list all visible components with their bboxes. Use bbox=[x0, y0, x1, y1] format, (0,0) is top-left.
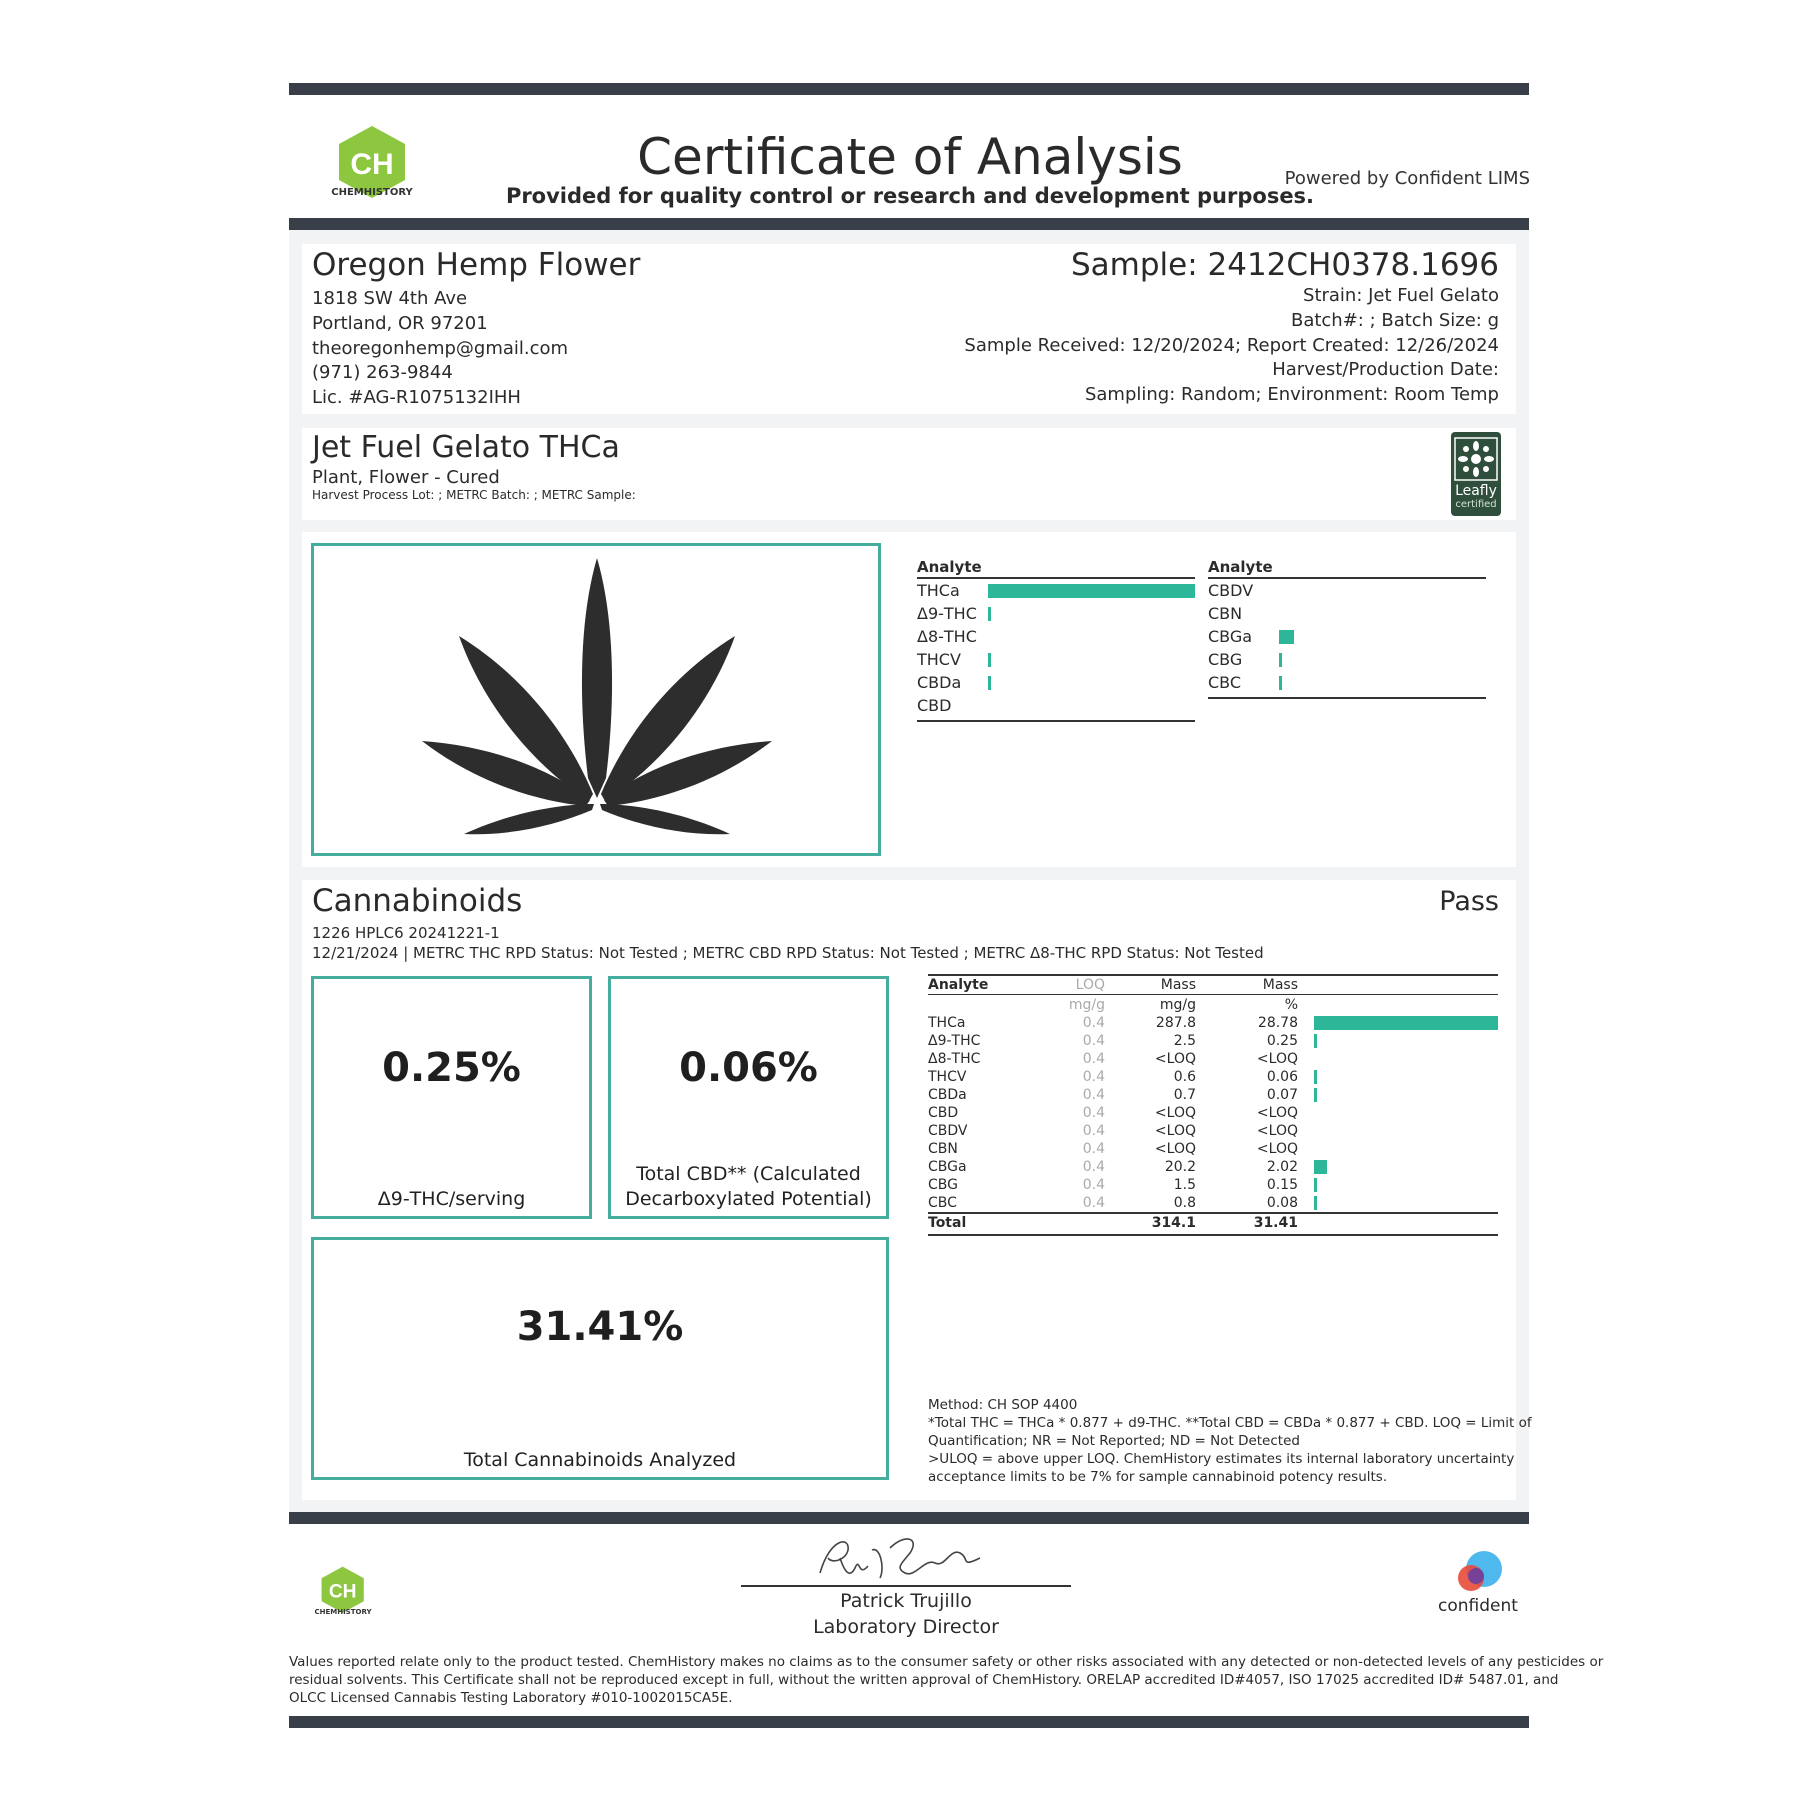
summary-analyte-label: CBG bbox=[1208, 650, 1243, 669]
table-row-analyte: CBDa bbox=[928, 1087, 967, 1103]
table-row-mass-mgg: 0.8 bbox=[1173, 1195, 1196, 1211]
product-name: Jet Fuel Gelato THCa bbox=[312, 430, 620, 465]
total-cbd-label-line2: Decarboxylated Potential) bbox=[625, 1188, 872, 1210]
client-address1: 1818 SW 4th Ave bbox=[312, 288, 468, 309]
table-row-mass-mgg: 20.2 bbox=[1164, 1159, 1196, 1175]
confident-logo-text: confident bbox=[1438, 1596, 1518, 1616]
summary-analyte-label: CBD bbox=[917, 696, 952, 715]
notes-line3: >ULOQ = above upper LOQ. ChemHistory estimates its internal laboratory uncertainty bbox=[928, 1451, 1515, 1467]
total-cannabinoids-box bbox=[311, 1237, 889, 1480]
signer-name: Patrick Trujillo bbox=[840, 1590, 972, 1612]
table-row-bar bbox=[1314, 1196, 1317, 1210]
table-row-loq: 0.4 bbox=[1082, 1141, 1105, 1157]
client-phone: (971) 263-9844 bbox=[312, 362, 453, 383]
signature-line bbox=[741, 1585, 1071, 1587]
sample-dates: Sample Received: 12/20/2024; Report Created: 12/26/2024 bbox=[964, 335, 1499, 356]
table-row-bar bbox=[1314, 1160, 1327, 1174]
summary-analyte-label: Δ9-THC bbox=[917, 604, 977, 623]
summary-header-analyte: Analyte bbox=[1208, 558, 1273, 576]
table-row-loq: 0.4 bbox=[1082, 1159, 1105, 1175]
chemhistory-footer-logo-text: CHEMHISTORY bbox=[314, 1608, 372, 1616]
table-row-analyte: CBN bbox=[928, 1141, 958, 1157]
summary-bar bbox=[988, 653, 991, 667]
summary-footer-rule bbox=[917, 720, 1195, 722]
total-cbd-label-line1: Total CBD** (Calculated bbox=[636, 1163, 861, 1185]
summary-analyte-label: THCV bbox=[917, 650, 961, 669]
table-total-mgg: 314.1 bbox=[1151, 1215, 1196, 1231]
table-row-mass-pct: <LOQ bbox=[1256, 1105, 1298, 1121]
bottom-band bbox=[289, 1716, 1529, 1728]
summary-bar bbox=[988, 607, 991, 621]
thc-serving-box bbox=[311, 976, 592, 1219]
table-row-loq: 0.4 bbox=[1082, 1069, 1105, 1085]
total-cbd-box bbox=[608, 976, 889, 1219]
rpd-status-line: 12/21/2024 | METRC THC RPD Status: Not Tested ; METRC CBD RPD Status: Not Tested ; METRC Δ8-THC RPD Status: Not Tested bbox=[312, 944, 1264, 962]
notes-line4: acceptance limits to be 7% for sample cannabinoid potency results. bbox=[928, 1469, 1388, 1485]
table-header-mass-pct: Mass bbox=[1262, 977, 1298, 993]
table-row-loq: 0.4 bbox=[1082, 1015, 1105, 1031]
table-row-analyte: CBGa bbox=[928, 1159, 967, 1175]
table-unit-mgg: mg/g bbox=[1159, 997, 1196, 1013]
page-title: Certificate of Analysis bbox=[637, 128, 1183, 186]
method-line: Method: CH SOP 4400 bbox=[928, 1397, 1078, 1413]
table-row-bar bbox=[1314, 1178, 1317, 1192]
leafly-certified-badge bbox=[1451, 432, 1501, 516]
signer-role: Laboratory Director bbox=[813, 1616, 999, 1638]
table-row-mass-pct: <LOQ bbox=[1256, 1141, 1298, 1157]
table-row-analyte: Δ9-THC bbox=[928, 1033, 981, 1049]
disclaimer-line3: OLCC Licensed Cannabis Testing Laboratory #010-1002015CA5E. bbox=[289, 1690, 733, 1706]
table-row-mass-mgg: 2.5 bbox=[1173, 1033, 1196, 1049]
total-cannabinoids-value: 31.41% bbox=[516, 1304, 684, 1350]
table-row-analyte: CBDV bbox=[928, 1123, 968, 1139]
table-row-mass-pct: 0.25 bbox=[1266, 1033, 1298, 1049]
table-row-analyte: CBC bbox=[928, 1195, 957, 1211]
table-unit-pct: % bbox=[1284, 997, 1298, 1013]
chemhistory-logo-text: CHEMHISTORY bbox=[331, 187, 413, 198]
table-row-mass-mgg: 0.7 bbox=[1173, 1087, 1196, 1103]
leafly-certified-text: certified bbox=[1455, 499, 1497, 510]
cannabinoids-title: Cannabinoids bbox=[312, 883, 523, 919]
client-name: Oregon Hemp Flower bbox=[312, 247, 641, 283]
table-header-analyte: Analyte bbox=[928, 977, 989, 993]
total-cbd-value: 0.06% bbox=[679, 1045, 818, 1091]
table-row-mass-mgg: 1.5 bbox=[1173, 1177, 1196, 1193]
table-row-mass-mgg: <LOQ bbox=[1154, 1141, 1196, 1157]
table-row-mass-pct: <LOQ bbox=[1256, 1051, 1298, 1067]
table-row-mass-mgg: <LOQ bbox=[1154, 1123, 1196, 1139]
disclaimer-line2: residual solvents. This Certificate shall not be reproduced except in full, without the written approval of ChemHistory. ORELAP accredited ID#4057, ISO 17025 accredited ID# 5487.01, and bbox=[289, 1672, 1559, 1688]
table-row-analyte: CBD bbox=[928, 1105, 959, 1121]
table-row-loq: 0.4 bbox=[1082, 1033, 1105, 1049]
notes-line2: Quantification; NR = Not Reported; ND = Not Detected bbox=[928, 1433, 1300, 1449]
total-cannabinoids-label: Total Cannabinoids Analyzed bbox=[463, 1449, 737, 1471]
table-row-analyte: THCV bbox=[928, 1069, 967, 1085]
table-row-mass-pct: <LOQ bbox=[1256, 1123, 1298, 1139]
summary-footer-rule bbox=[1208, 697, 1486, 699]
product-type: Plant, Flower - Cured bbox=[312, 467, 500, 488]
client-email: theoregonhemp@gmail.com bbox=[312, 338, 569, 359]
table-header-mass-mgg: Mass bbox=[1160, 977, 1196, 993]
summary-analyte-label: CBN bbox=[1208, 604, 1243, 623]
table-row-loq: 0.4 bbox=[1082, 1105, 1105, 1121]
sample-harvest: Harvest/Production Date: bbox=[1272, 359, 1499, 380]
client-address2: Portland, OR 97201 bbox=[312, 313, 488, 334]
table-row-loq: 0.4 bbox=[1082, 1123, 1105, 1139]
disclaimer-line1: Values reported relate only to the product tested. ChemHistory makes no claims as to the consumer safety or other risks associated with any detected or non-detected levels of any pesticides or bbox=[289, 1654, 1604, 1670]
sample-batch: Batch#: ; Batch Size: g bbox=[1290, 310, 1499, 331]
table-row-mass-pct: 28.78 bbox=[1257, 1015, 1298, 1031]
product-lots: Harvest Process Lot: ; METRC Batch: ; METRC Sample: bbox=[312, 488, 636, 502]
table-top-rule bbox=[928, 974, 1498, 976]
leafly-text: Leafly bbox=[1455, 483, 1497, 499]
table-row-analyte: THCa bbox=[928, 1015, 966, 1031]
cannabis-leaf-icon bbox=[314, 546, 878, 853]
table-row-mass-pct: 0.07 bbox=[1266, 1087, 1298, 1103]
summary-bar bbox=[1279, 676, 1282, 690]
table-row-bar bbox=[1314, 1034, 1317, 1048]
summary-analyte-label: THCa bbox=[917, 581, 960, 600]
leafly-flower-icon bbox=[1451, 435, 1501, 485]
confident-logo-icon bbox=[1448, 1550, 1508, 1596]
sample-sampling: Sampling: Random; Environment: Room Temp bbox=[1084, 384, 1499, 405]
top-band bbox=[289, 83, 1529, 95]
table-row-mass-pct: 0.15 bbox=[1266, 1177, 1298, 1193]
table-total-label: Total bbox=[928, 1215, 967, 1231]
table-row-mass-pct: 0.08 bbox=[1266, 1195, 1298, 1211]
header-band bbox=[289, 218, 1529, 230]
table-header-rule bbox=[928, 994, 1498, 995]
table-unit-loq: mg/g bbox=[1068, 997, 1105, 1013]
summary-header-rule bbox=[1208, 577, 1486, 579]
table-total-pct: 31.41 bbox=[1253, 1215, 1298, 1231]
summary-bar bbox=[988, 584, 1195, 598]
powered-by: Powered by Confident LIMS bbox=[1284, 168, 1530, 189]
signature-image bbox=[810, 1528, 990, 1588]
table-row-bar bbox=[1314, 1016, 1498, 1030]
table-bottom-rule bbox=[928, 1234, 1498, 1236]
summary-analyte-label: Δ8-THC bbox=[917, 627, 977, 646]
table-row-mass-pct: 2.02 bbox=[1266, 1159, 1298, 1175]
table-row-loq: 0.4 bbox=[1082, 1051, 1105, 1067]
instrument-line: 1226 HPLC6 20241221-1 bbox=[312, 924, 500, 942]
sample-strain: Strain: Jet Fuel Gelato bbox=[1303, 285, 1499, 306]
summary-bar bbox=[988, 676, 991, 690]
table-header-loq: LOQ bbox=[1075, 977, 1105, 993]
summary-analyte-label: CBDa bbox=[917, 673, 962, 692]
table-row-mass-pct: 0.06 bbox=[1266, 1069, 1298, 1085]
summary-header-rule bbox=[917, 577, 1195, 579]
thc-serving-value: 0.25% bbox=[382, 1045, 521, 1091]
footer-band bbox=[289, 1512, 1529, 1524]
summary-bar bbox=[1279, 630, 1294, 644]
sample-id: Sample: 2412CH0378.1696 bbox=[1070, 247, 1499, 283]
table-total-rule bbox=[928, 1212, 1498, 1214]
summary-header-analyte: Analyte bbox=[917, 558, 982, 576]
product-image-frame bbox=[311, 543, 881, 856]
svg-text:CH: CH bbox=[328, 1581, 357, 1603]
table-row-bar bbox=[1314, 1070, 1317, 1084]
table-row-mass-mgg: <LOQ bbox=[1154, 1105, 1196, 1121]
table-row-mass-mgg: 287.8 bbox=[1155, 1015, 1196, 1031]
summary-analyte-label: CBC bbox=[1208, 673, 1242, 692]
table-row-mass-mgg: 0.6 bbox=[1173, 1069, 1196, 1085]
table-row-loq: 0.4 bbox=[1082, 1087, 1105, 1103]
summary-analyte-label: CBGa bbox=[1208, 627, 1253, 646]
table-row-analyte: CBG bbox=[928, 1177, 958, 1193]
page-subtitle: Provided for quality control or research and development purposes. bbox=[505, 184, 1315, 208]
summary-analyte-label: CBDV bbox=[1208, 581, 1254, 600]
table-row-mass-mgg: <LOQ bbox=[1154, 1051, 1196, 1067]
summary-bar bbox=[1279, 653, 1282, 667]
svg-text:CH: CH bbox=[350, 148, 394, 181]
table-row-analyte: Δ8-THC bbox=[928, 1051, 981, 1067]
table-row-loq: 0.4 bbox=[1082, 1195, 1105, 1211]
notes-line1: *Total THC = THCa * 0.877 + d9-THC. **Total CBD = CBDa * 0.877 + CBD. LOQ = Limit of bbox=[928, 1415, 1532, 1431]
status-badge: Pass bbox=[1439, 886, 1499, 917]
table-row-bar bbox=[1314, 1088, 1317, 1102]
client-license: Lic. #AG-R1075132IHH bbox=[312, 387, 521, 408]
thc-serving-label: Δ9-THC/serving bbox=[377, 1188, 526, 1210]
table-row-loq: 0.4 bbox=[1082, 1177, 1105, 1193]
